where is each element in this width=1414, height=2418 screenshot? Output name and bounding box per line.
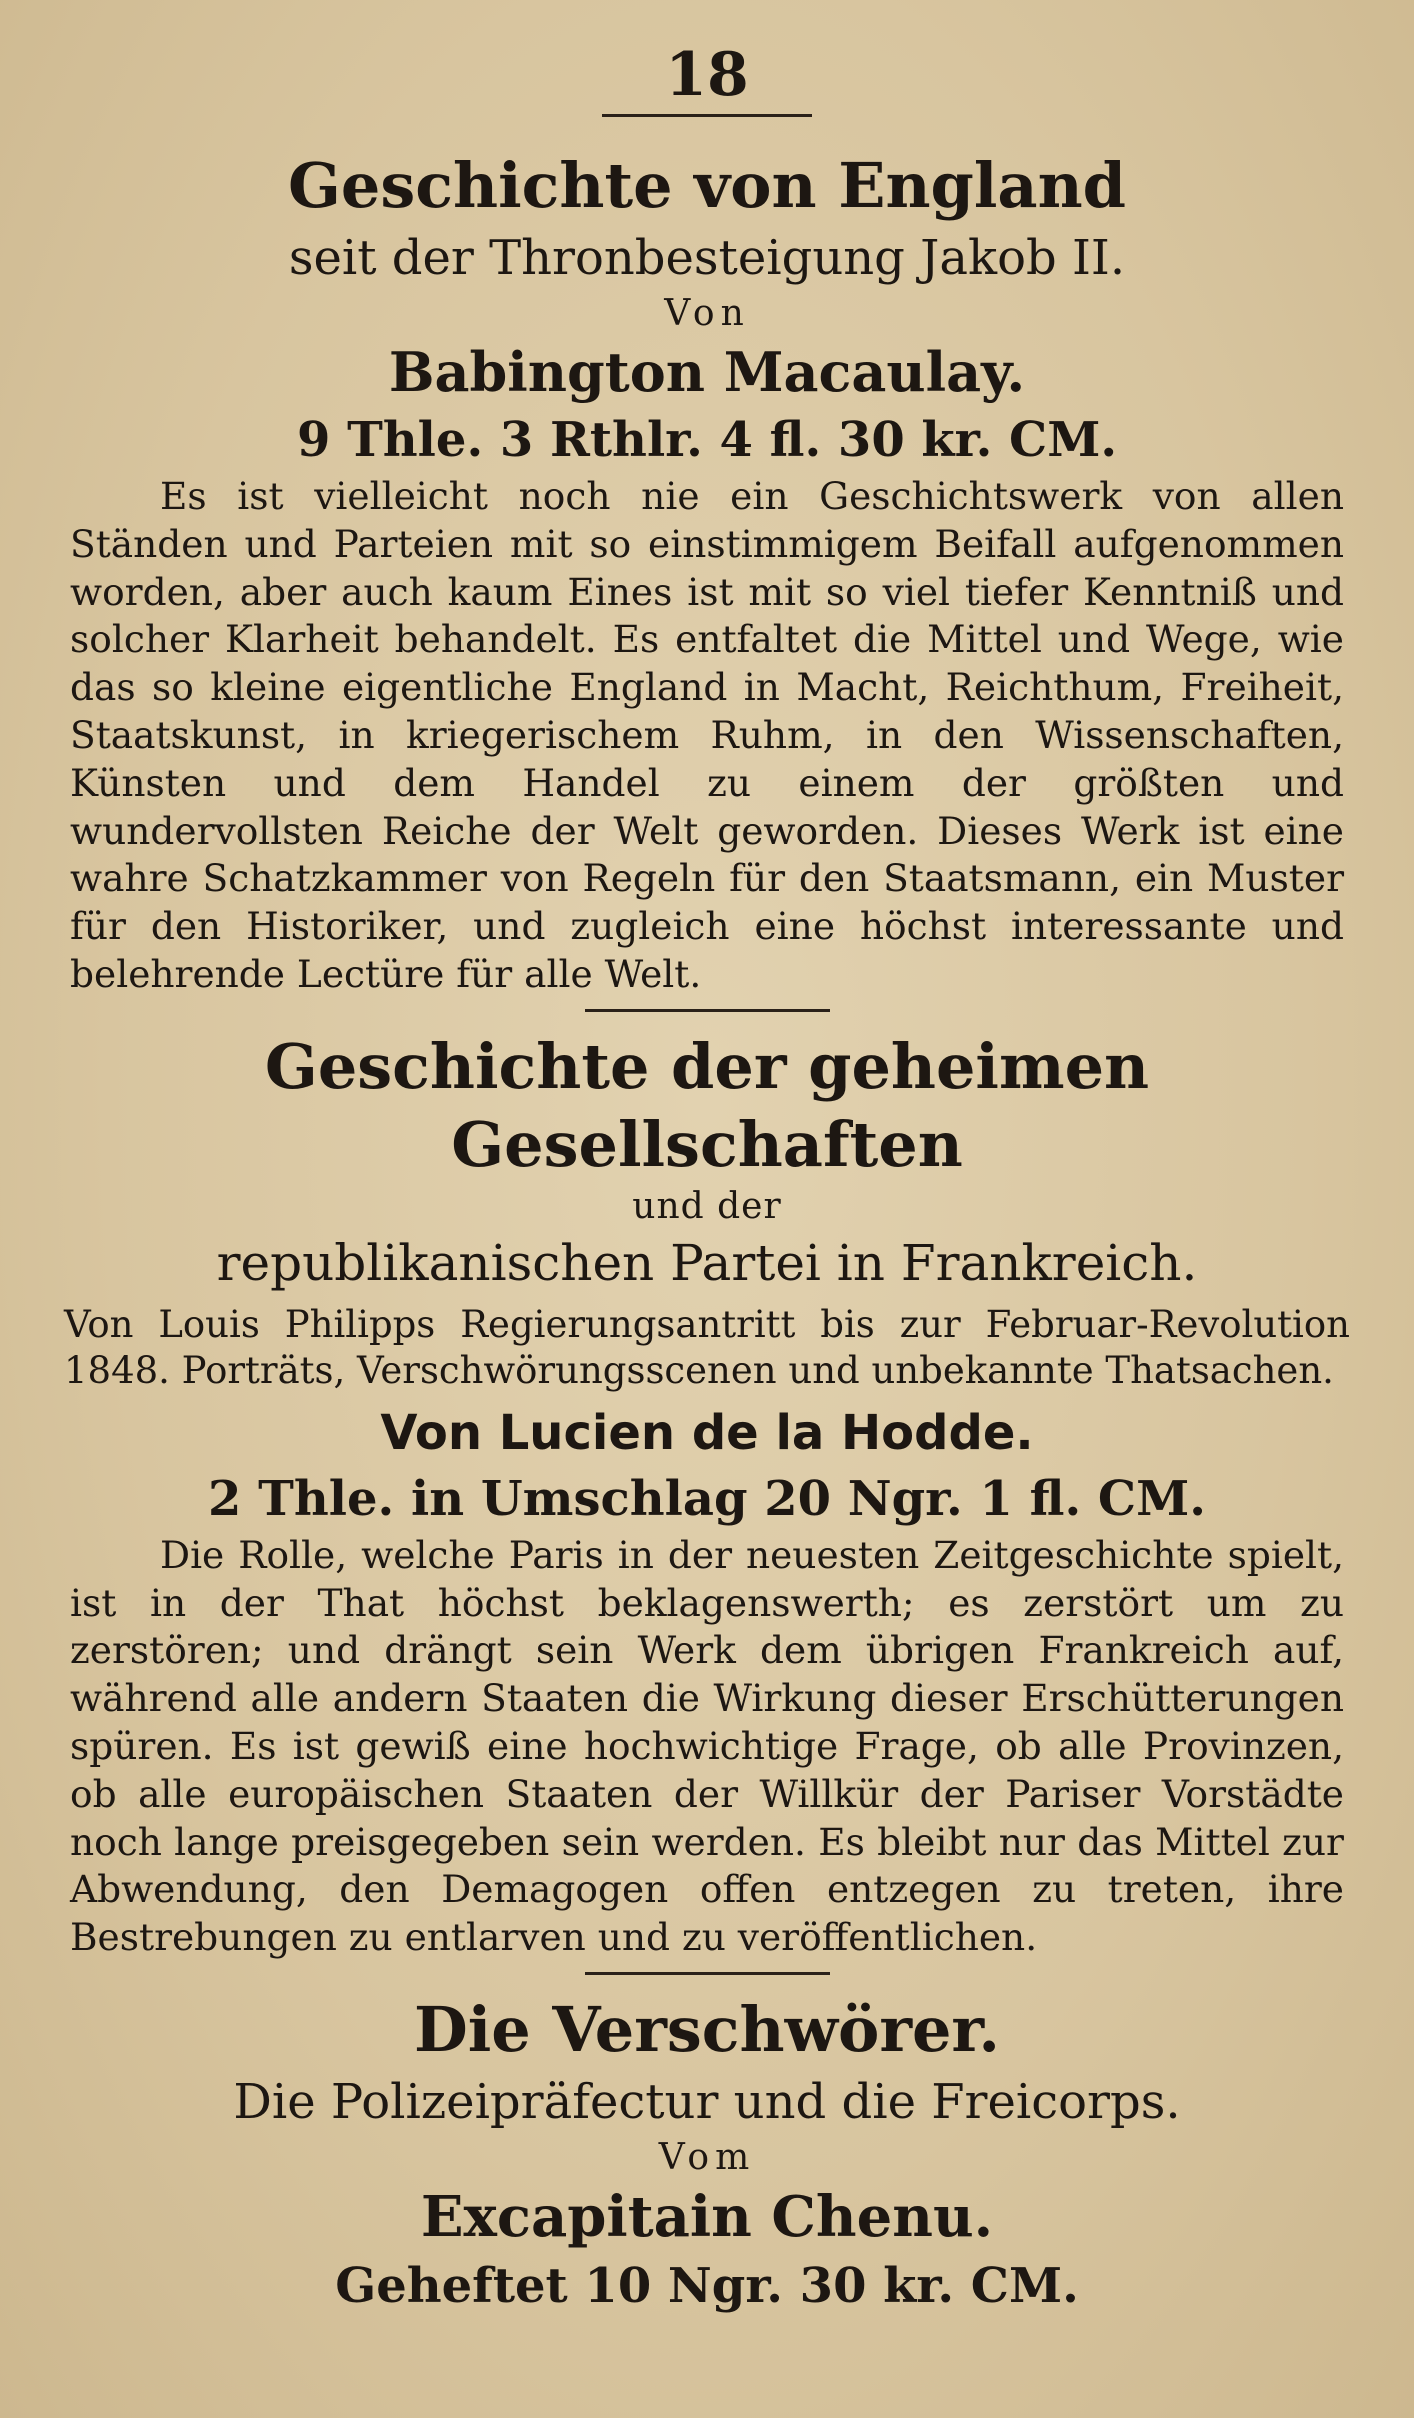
- listing-description: Die Rolle, welche Paris in der neuesten Zeitgeschichte spielt, ist in der That höchst beklagenswerth; es zerstört um zu zerstören; und drängt sein Werk dem übrigen Frankreich auf, während alle andern Staaten die Wirkung dieser Erschütterungen spüren. Es ist gewiß eine hochwichtige Frage, ob alle Provinzen, ob alle europäischen Staaten der Willkür der Pariser Vorstädte noch lange preisgegeben sein werden. Es bleibt nur das Mittel zur Abwendung, den Demagogen offen entzegen zu treten, ihre Bestrebungen zu entlarven und zu veröffentlichen.: [70, 1532, 1344, 1960]
- listing-author: Babington Macaulay.: [388, 340, 1026, 404]
- listing-author: Excapitain Chenu.: [420, 2183, 994, 2250]
- und-der-label: und der: [632, 1185, 782, 1227]
- listing-description: Es ist vielleicht noch nie ein Geschichtswerk von allen Ständen und Parteien mit so einstimmigem Beifall aufgenommen worden, aber auch kaum Eines ist mit so viel tiefer Kenntniß und solcher Klarheit behandelt. Es entfaltet die Mittel und Wege, wie das so kleine eigentliche England in Macht, Reichthum, Freiheit, Staatskunst, in kriegerischem Ruhm, in den Wissenschaften, Künsten und dem Handel zu einem der größten und wundervollsten Reiche der Welt geworden. Dieses Werk ist eine wahre Schatzkammer von Regeln für den Staatsmann, ein Muster für den Historiker, und zugleich eine höchst interessante und belehrende Lectüre für alle Welt.: [70, 474, 1344, 996]
- section-divider: [585, 1972, 830, 1975]
- by-label: Vom: [658, 2136, 756, 2178]
- listing-subtitle: republikanischen Partei in Frankreich.: [216, 1233, 1198, 1292]
- listing-price: Geheftet 10 Ngr. 30 kr. CM.: [335, 2257, 1079, 2314]
- listing-author: Von Lucien de la Hodde.: [380, 1404, 1034, 1461]
- header-rule: [602, 114, 812, 117]
- listing-macaulay: [64, 147, 1350, 999]
- listing-chenu: [64, 1991, 1350, 2319]
- listing-subtitle: Die Polizeipräfectur und die Freicorps.: [233, 2073, 1181, 2130]
- listing-subtitle: seit der Thronbesteigung Jakob II.: [288, 230, 1126, 286]
- listing-price: 9 Thle. 3 Rthlr. 4 fl. 30 kr. CM.: [296, 412, 1118, 468]
- listing-hodde: [64, 1028, 1350, 1962]
- section-divider: [585, 1009, 830, 1012]
- listing-title: Die Verschwörer.: [413, 1992, 1000, 2066]
- listing-price: 2 Thle. in Umschlag 20 Ngr. 1 fl. CM.: [208, 1470, 1206, 1527]
- page-number: 18: [665, 40, 749, 110]
- listing-period: Von Louis Philipps Regierungsantritt bis zur Februar-Revolution 1848. Porträts, Verschwörungsscenen und unbekannte Thatsachen.: [64, 1302, 1350, 1392]
- by-label: Von: [664, 293, 750, 334]
- listing-title: Geschichte von England: [287, 149, 1127, 222]
- listing-title: Geschichte der geheimen Gesellschaften: [264, 1029, 1150, 1181]
